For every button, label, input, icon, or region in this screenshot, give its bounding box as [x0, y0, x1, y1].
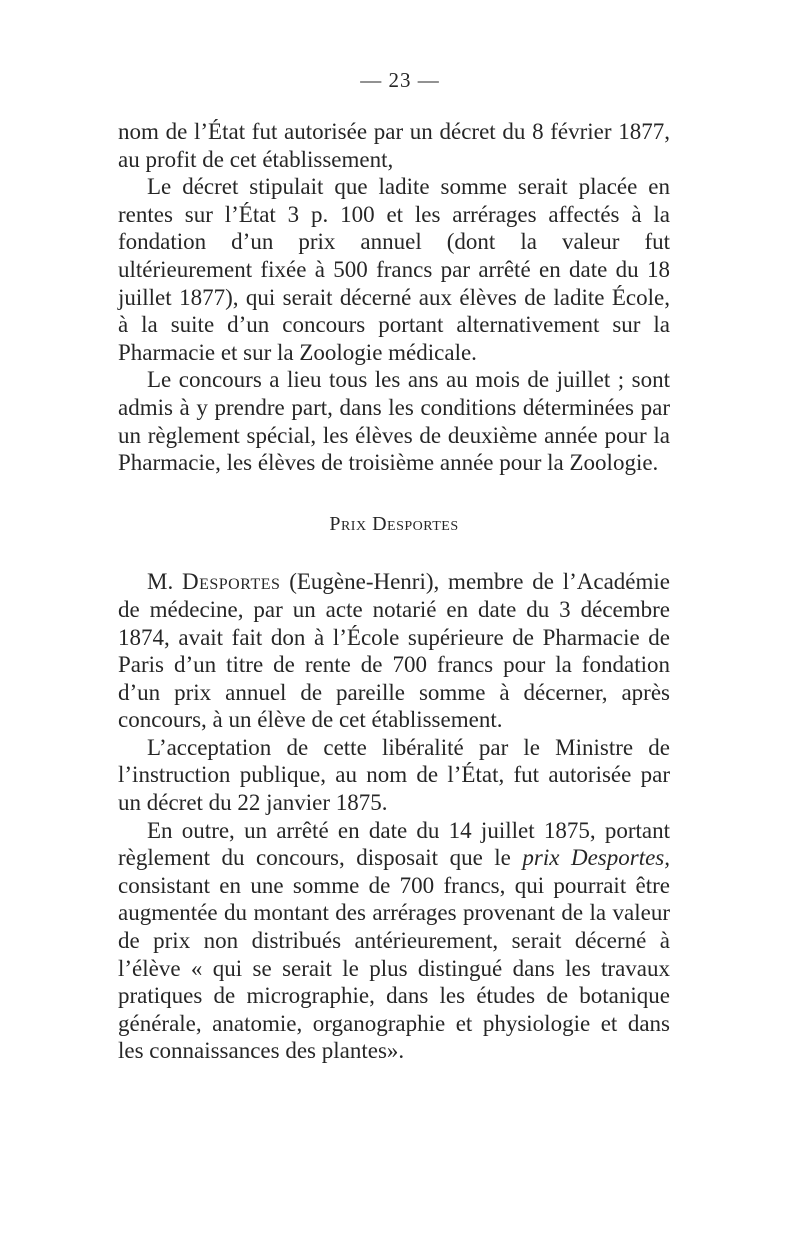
paragraph-desportes-prefix: M. [147, 569, 182, 595]
paragraph-arrete-after: consistant en une somme de 700 francs, qui pourrait être augmentée du montant des arrérages provenant de la valeur de prix non distribués antérieurement, serait décerné à l’élève « qui se serait le plus distingué dans les travaux pratiques de micrographie, dans les études de botanique générale, anatomie, organographie et physiologie et dans les connaissances des plantes». [118, 872, 670, 1064]
desportes-name: Desportes [182, 569, 281, 595]
paragraph-continuation: nom de l’État fut autorisée par un décret du 8 février 1877, au profit de cet établissement, [118, 119, 670, 172]
paragraph-desportes [118, 568, 670, 734]
paragraph-desportes-text: (Eugène-Henri), membre de l’Académie de médecine, par un acte notarié en date du 3 décembre 1874, avait fait don à l’École supérieure de Pharmacie de Paris d’un titre de rente de 700 francs pour la fondation d’un prix annuel de pareille somme à décerner, après concours, à un élève de cet établissement. [118, 569, 670, 733]
text-column [118, 118, 670, 1065]
section-heading: Prix Desportes [329, 512, 459, 535]
paragraph-decret: Le décret stipulait que ladite somme serait placée en rentes sur l’État 3 p. 100 et les arrérages affectés à la fondation d’un prix annuel (dont la valeur fut ultérieurement fixée à 500 francs par arrêté en date du 18 juillet 1877), qui serait décerné aux élèves de ladite École, à la suite d’un concours portant alternativement sur la Pharmacie et sur la Zoologie médicale. [118, 174, 670, 365]
paragraph-arrete-before: En outre, un arrêté en date du 14 juillet 1875, portant règlement du concours, disposait que le [118, 817, 670, 871]
paragraph-acceptation: L’acceptation de cette libéralité par le Ministre de l’instruction publique, au nom de l’État, fut autorisée par un décret du 22 janvier 1875. [118, 734, 670, 816]
prix-desportes-italic: prix Desportes, [522, 845, 670, 871]
paragraph-arrete [118, 817, 670, 1065]
paragraph-concours: Le concours a lieu tous les ans au mois de juillet ; sont admis à y prendre part, dans les conditions déterminées par un règlement spécial, les élèves de deuxième année pour la Pharmacie, les élèves de troisième année pour la Zoologie. [118, 367, 670, 476]
page-number: — 23 — [360, 68, 440, 92]
